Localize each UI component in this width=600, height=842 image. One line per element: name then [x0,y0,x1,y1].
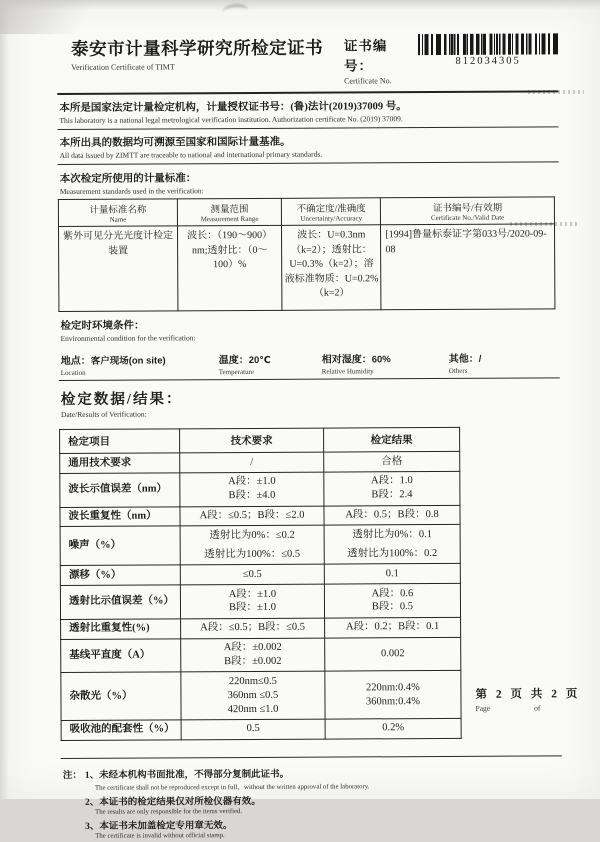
col-header-result: 检定结果 [324,427,460,452]
note-en: The certificate shall not be reproduced except in full，without the written approval of the laboratory. [94,783,370,792]
result-cell [324,583,460,617]
result-line: A段：0.6 [371,587,414,599]
requirement-cell [180,526,324,565]
temperature-label: 温度： [218,355,249,367]
requirement-cell [181,638,325,672]
requirement-cell [181,719,325,740]
standards-heading-cn: 本次检定所使用的计量标准： [59,173,197,185]
result-cell [325,617,461,638]
result-line: 合格 [381,455,403,467]
result-cell [324,451,460,472]
others-label-en: Others [448,366,468,375]
requirement-cell [181,671,325,719]
item-cell: 吸收池的配套性（%） [61,720,181,740]
of-label: of [534,703,541,713]
requirement-line: A段：±1.0 [228,476,276,488]
notes-divider [61,755,562,759]
requirement-cell [180,452,324,473]
env-field-humidity [322,350,449,376]
note-cn: 3、本证书未加盖检定专用章无效。 [85,820,233,832]
requirement-line: / [250,456,254,468]
results-heading [59,385,560,419]
standards-header-row [58,197,554,227]
item-cell: 基线平直度（A） [61,638,181,672]
col-header-cn: 测量范围 [210,204,249,216]
result-line: 0.1 [385,567,399,579]
statement-cn: 本所是国家法定计量检定机构，计量授权证书号：(鲁)法计(2019)37009 号。 [59,101,407,114]
col-header-en: Uncertainty/Accuracy [300,214,363,223]
result-line: A段：0.5；B段：0.8 [345,509,439,521]
col-header-requirement: 技术要求 [180,428,324,453]
result-line: 0.2% [382,722,405,734]
others-value: / [478,353,482,365]
note-cn: 1、未经本机构书面批准，不得部分复制此证书。 [84,769,290,781]
requirement-line: A段：≤0.5；B段：≤2.0 [199,509,305,522]
table-row [61,671,461,721]
note-item [85,765,370,791]
cert-no-label: 证书编号： [343,38,388,74]
requirement-cell [180,584,324,618]
standards-heading-en: Measurement standards used in the verification: [59,186,204,196]
requirement-line: B段：±0.002 [224,655,282,668]
table-row [60,525,460,566]
col-header-cn: 计量标准名称 [89,205,147,216]
col-header-en: Measurement Range [200,214,259,224]
certificate-validity-cell: [1994]鲁量标泰证字第033号/2020-09-08 [381,224,555,310]
others-label: 其他： [448,353,479,365]
statement-en: This laboratory is a national legal metrological verification institution. Authorization certificate No. (2019) 37009. [59,114,403,125]
requirement-cell [180,564,324,585]
table-row [61,637,461,673]
environment-heading-en: Environmental condition for the verification: [60,333,196,343]
humidity-label: 相对湿度： [321,354,372,366]
note-en: The results are only responsible for the items verified. [95,807,243,816]
col-header-uncertainty [282,198,381,226]
results-header-row [60,427,460,453]
result-line: 220nm:0.4% [365,681,420,694]
table-row [60,505,460,527]
result-cell [325,637,461,671]
note-item [85,816,370,839]
page-label: Page [475,703,491,713]
requirement-line: 360nm ≤0.5 [227,689,279,701]
col-header-item: 检定项目 [60,429,180,454]
results-heading-en: Date/Results of Verification: [60,409,147,419]
page-title-en: Verification Certificate of TIMT [71,62,175,72]
result-cell [324,471,460,505]
result-line: 0.002 [380,648,405,660]
col-header-cn: 不确定度/准确度 [296,204,366,215]
item-cell: 波长示值误差（nm） [60,473,180,507]
location-value: 客户现场(on site) [90,355,166,367]
result-cell [324,505,460,526]
env-field-others [449,349,549,375]
certificate-number: 812034305 [455,55,521,67]
requirement-line: A段：≤0.5；B段：≤0.5 [200,621,306,634]
table-row [60,564,460,586]
result-line: 透射比为0%：0.1 [352,528,432,541]
scan-artifact [222,4,248,19]
environment-heading-cn: 检定时环境条件： [60,320,145,332]
scan-edge-shadow [0,0,9,799]
result-cell [324,525,460,564]
item-cell: 透射比示值误差（%） [60,585,180,619]
col-header-measurement-range [177,198,281,226]
requirement-line: 220nm≤0.5 [228,675,277,687]
note-item [85,792,370,815]
result-line: 360nm:0.4% [365,695,421,707]
col-header-en: Name [109,215,127,224]
results-heading-cn: 检定数据/结果： [60,391,183,408]
requirement-line: 透射比为0%：≤0.2 [209,529,295,542]
result-line: A段：0.2；B段：0.1 [345,621,440,633]
barcode-icon [418,33,558,55]
temperature-value: 20℃ [248,354,271,367]
requirement-line: A段：±0.002 [223,641,282,654]
note-en: The certificate is invalid without official stamp. [95,831,225,840]
item-cell: 透射比重复性(%) [61,619,181,639]
requirement-line: A段：±1.0 [228,588,277,600]
table-row [60,583,460,619]
document-content [57,33,581,841]
requirement-line: 0.5 [246,723,260,735]
note-cn: 2、本证书的检定结果仅对所检仪器有效。 [84,796,261,808]
requirement-line: B段：±4.0 [228,490,276,502]
item-cell: 噪声（%） [60,526,180,565]
certificate-number-block [344,33,558,85]
page-number-cn: 第 2 页 共 2 页 [475,688,581,701]
item-cell: 漂移（%） [60,565,180,585]
requirement-line: ≤0.5 [242,568,262,580]
location-label: 地点： [60,355,91,367]
result-line: B段：2.4 [371,489,413,501]
results-table [59,427,462,741]
result-line: B段：0.5 [371,601,414,613]
item-cell: 波长重复性（nm） [60,506,180,526]
standard-name-cell: 紫外可见分光光度计检定装置 [58,226,177,312]
requirement-cell [181,618,325,639]
result-cell [324,564,460,585]
table-row [60,471,460,507]
page-number-en [476,703,581,713]
humidity-value: 60% [371,354,391,366]
scan-corner-shade [0,0,130,34]
notes-label: 注： [62,770,82,781]
result-line: A段：1.0 [370,475,413,487]
requirement-line: B段：±1.0 [229,602,276,614]
page-number [475,685,580,713]
uncertainty-cell: 波长：U=0.3nm（k=2）；透射比：U=0.3%（k=2）；溶液标准物质：U=0.2%（k=2） [282,225,382,311]
requirement-line: 420nm ≤1.0 [227,703,279,715]
location-label-en: Location [60,368,86,377]
env-field-location [61,351,219,377]
standards-table [58,196,556,312]
col-header-standard-name [58,199,177,227]
result-line: 透射比为100%：0.2 [347,547,438,560]
env-field-temperature [219,351,322,377]
standards-heading [58,162,559,199]
item-cell: 杂散光（%） [61,672,181,720]
requirement-line: 透射比为100%：≤0.5 [204,548,301,561]
statement-traceability [57,127,558,165]
statement-authorization [57,92,558,130]
title-block [71,34,344,71]
col-header-certificate-validity [381,197,555,225]
table-row [60,451,460,473]
table-row [61,617,461,639]
environment-heading [58,309,559,346]
document-header [57,33,558,87]
barcode-block [418,33,558,85]
standards-data-row [58,224,554,312]
environment-conditions-row [59,345,560,381]
item-cell: 通用技术要求 [60,453,180,473]
notes-block [61,765,463,842]
page-title: 泰安市计量科学研究所检定证书 [71,37,324,59]
temperature-label-en: Temperature [218,367,255,377]
cert-no-label-en: Certificate No. [344,76,392,86]
requirement-cell [180,472,324,506]
measurement-range-cell: 波长：（190～900）nm;透射比：（0～100）% [178,225,283,311]
table-row [61,718,461,740]
notes-items [85,765,370,841]
requirement-cell [180,506,324,527]
statement-cn: 本所出具的数据均可溯源至国家和国际计量基准。 [59,136,291,149]
col-header-en: Certificate No./Valid Date [430,213,505,223]
result-cell [325,718,461,739]
result-cell [325,671,461,719]
humidity-label-en: Relative Humidity [321,367,374,376]
certificate-number-labels [344,34,408,85]
statement-en: All data issued by ZIMTT are traceable to national and international primary standards. [59,149,323,160]
col-header-cn: 证书编号/有效期 [432,203,503,215]
